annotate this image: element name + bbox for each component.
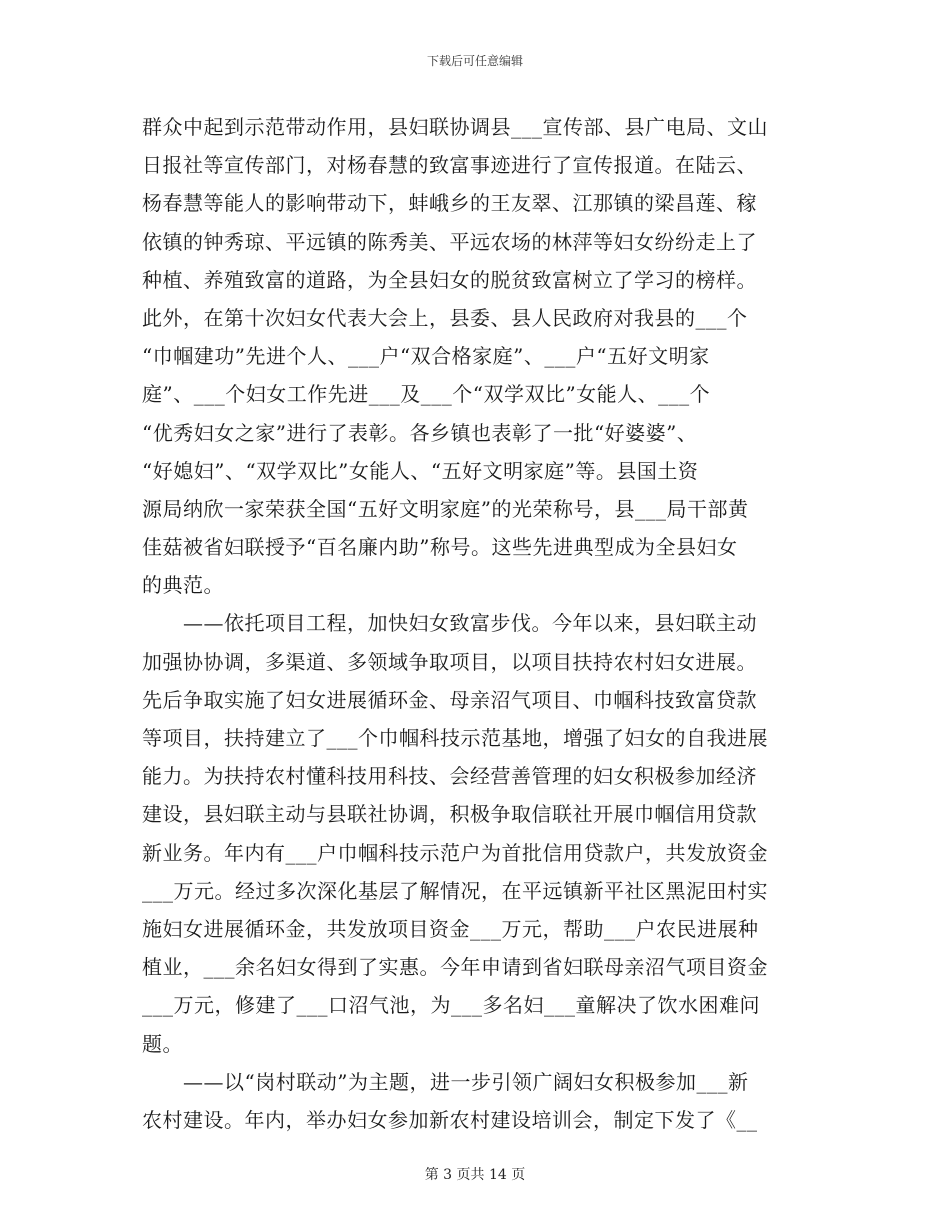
document-body <box>142 108 810 1139</box>
text-line: “好媳妇”、“双学双比”女能人、“五好文明家庭”等。县国土资 <box>142 458 699 483</box>
text-line: 先后争取实施了妇女进展循环金、母亲沼气项目、巾帼科技致富贷款 <box>142 687 757 712</box>
text-line: 农村建设。年内，举办妇女参加新农村建设培训会，制定下发了《__ <box>142 1107 758 1132</box>
text-line: 新业务。年内有___户巾帼科技示范户为首批信用贷款户，共发放资金 <box>142 840 768 865</box>
text-line: 加强协协调，多渠道、多领域争取项目，以项目扶持农村妇女进展。 <box>142 649 757 674</box>
text-line: 此外，在第十次妇女代表大会上，县委、县人民政府对我县的___个 <box>142 305 748 330</box>
text-line: “优秀妇女之家”进行了表彰。各乡镇也表彰了一批“好婆婆”、 <box>142 420 698 445</box>
text-line: 杨春慧等能人的影响带动下，蚌峨乡的王友翠、江那镇的梁昌莲、稼 <box>142 191 757 216</box>
text-line: 庭”、___个妇女工作先进___及___个“双学双比”女能人、___个 <box>142 382 711 407</box>
page-number: 第 3 页共 14 页 <box>424 1167 526 1183</box>
text-line: 佳菇被省妇联授予“百名廉内助”称号。这些先进典型成为全县妇女 <box>142 535 738 560</box>
text-line: 的典范。 <box>142 573 224 598</box>
text-line: 能力。为扶持农村懂科技用科技、会经营善管理的妇女积极参加经济 <box>142 764 757 789</box>
text-line: ___万元，修建了___口沼气池，为___多名妇___童解决了饮水困难问 <box>142 993 760 1018</box>
text-line: ___万元。经过多次深化基层了解情况，在平远镇新平社区黑泥田村实 <box>142 878 768 903</box>
text-line: 等项目，扶持建立了___个巾帼科技示范基地，增强了妇女的自我进展 <box>142 726 768 750</box>
text-line: “巾帼建功”先进个人、___户“双合格家庭”、___户“五好文明家 <box>142 344 710 369</box>
text-line: 植业，___余名妇女得到了实惠。今年申请到省妇联母亲沼气项目资金 <box>142 955 768 980</box>
page-header-note: 下载后可任意编辑 <box>426 54 523 68</box>
text-line: 建设，县妇联主动与县联社协调，积极争取信联社开展巾帼信用贷款 <box>142 802 757 827</box>
text-line: ——以“岗村联动”为主题，进一步引领广阔妇女积极参加___新 <box>142 1069 749 1094</box>
text-line: 施妇女进展循环金，共发放项目资金___万元，帮助___户农民进展种 <box>142 916 759 941</box>
text-line: 题。 <box>142 1031 183 1056</box>
text-line: 源局纳欣一家荣获全国“五好文明家庭”的光荣称号，县___局干部黄 <box>142 496 749 521</box>
text-line: 日报社等宣传部门，对杨春慧的致富事迹进行了宣传报道。在陆云、 <box>142 153 757 178</box>
text-line: ——依托项目工程，加快妇女致富步伐。今年以来，县妇联主动 <box>142 611 757 636</box>
text-line: 依镇的钟秀琼、平远镇的陈秀美、平远农场的林萍等妇女纷纷走上了 <box>142 229 757 254</box>
text-line: 种植、养殖致富的道路，为全县妇女的脱贫致富树立了学习的榜样。 <box>142 267 757 292</box>
text-line: 群众中起到示范带动作用，县妇联协调县___宣传部、县广电局、文山 <box>142 115 768 139</box>
